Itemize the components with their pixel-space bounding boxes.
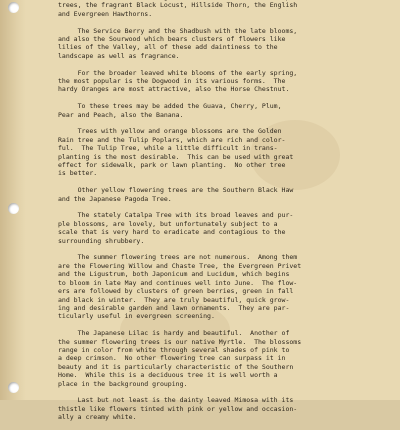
paragraph: Other yellow flowering trees are the Southern Black Haw and the Japanese Pagoda Tree. [58,186,294,203]
paragraph: Last but not least is the dainty leaved Mimosa with its thistle like flowers tinted with pink or yellow and occasion- ally a creamy white. [58,396,298,422]
paragraph: The stately Catalpa Tree with its broad leaves and pur- ple blossoms, are lovely, but unfortunately subject to a scale that is very hard to eradicate and contagious to the surrounding shrubbery. [58,211,294,245]
paragraph: The Service Berry and the Shadbush with the late blooms, and also the Sourwood which bears clusters of flowers like lilies of the Valley, all of these add daintiness to the landscape as well as fragrance. [58,26,298,60]
paragraph: The Japanese Lilac is hardy and beautiful. Another of the summer flowering trees is our native Myrtle. The blossoms range in color from white through several shades of pink to a deep crimson. No other flowering tree can surpass it in beauty and it is particularly characteristic of the Southern Home. While this is a deciduous tree it is well worth a place in the background grouping. [58,329,302,388]
punch-hole [8,203,19,214]
punch-hole [8,382,19,393]
paragraph: Trees with yellow and orange blossoms are the Golden Rain tree and the Tulip Poplars, which are rich and color- ful. The Tulip Tree, while a little difficult in trans- planting is the most desirable. This can be used with great effect for sidewalk, park or lawn planting. No other tree is better. [58,127,294,178]
paragraph: For the broader leaved white blooms of the early spring, the most popular is the Dogwood in its various forms. The hardy Oranges are most attractive, also the Horse Chestnut. [58,68,298,94]
page-edge-shadow [0,0,26,400]
paragraph: To these trees may be added the Guava, Cherry, Plum, Pear and Peach, also the Banana. [58,102,282,119]
typed-text-body [58,0,376,430]
paragraph: trees, the fragrant Black Locust, Hillside Thorn, the English and Evergreen Hawthorns. [58,1,298,18]
paragraph: The summer flowering trees are not numerous. Among them are the Flowering Willow and Chaste Tree, the Evergreen Privet and the Ligustrum, both Japonicum and Lucidum, which begins to bloom in late May and continues well into June. The flow- ers are followed by clusters of green berries, green in fall and black in winter. They are truly beautiful, quick grow- ing and desirable garden and lawn ornaments. They are par- ticularly useful in evergreen screening. [58,253,302,321]
punch-hole [8,2,19,13]
